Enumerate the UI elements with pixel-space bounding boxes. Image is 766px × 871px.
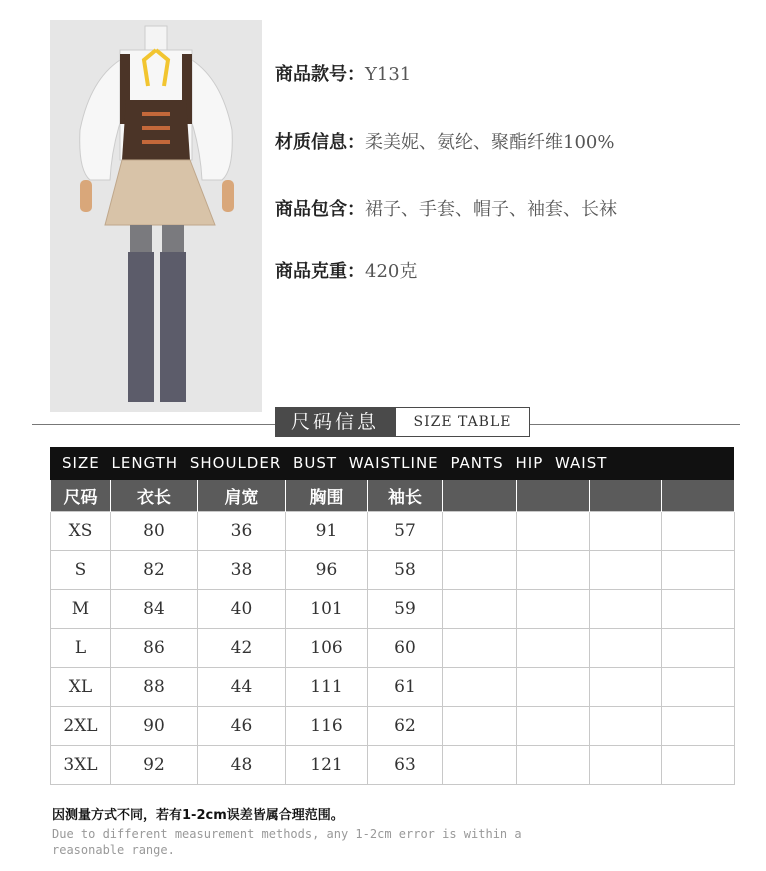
product-photo [50,20,262,412]
info-material-label: 材质信息： [275,132,365,153]
info-includes-row [275,195,617,221]
table-cell [517,746,590,785]
table-cell: L [51,629,111,668]
table-cell: XL [51,668,111,707]
en-header-size: SIZE [62,454,100,472]
table-cell: 86 [111,629,198,668]
table-cell [662,668,735,707]
table-cell: 106 [286,629,368,668]
table-cell: 38 [198,551,286,590]
table-cell [590,551,662,590]
table-row [51,707,735,746]
size-table-grid [50,480,735,785]
table-cell: 62 [368,707,443,746]
info-includes-label: 商品包含： [275,199,365,220]
table-cell [517,629,590,668]
en-header-waist: WAIST [555,454,608,472]
table-cell [443,629,517,668]
header-cell [662,480,735,512]
info-material-value: 柔美妮、氨纶、聚酯纤维100% [365,132,615,153]
table-cell: 2XL [51,707,111,746]
table-cell [443,707,517,746]
table-cell [662,590,735,629]
table-cell: 82 [111,551,198,590]
table-cell [517,512,590,551]
info-code-value: Y131 [365,64,412,85]
table-cell: 101 [286,590,368,629]
table-cell: M [51,590,111,629]
table-cell [662,629,735,668]
header-cell: 胸围 [286,480,368,512]
table-cell: S [51,551,111,590]
table-cell: 91 [286,512,368,551]
table-cell [590,512,662,551]
size-table-english-header [50,447,734,480]
costume-illustration [50,20,262,412]
table-cell: 111 [286,668,368,707]
en-header-shoulder: SHOULDER [189,454,282,472]
table-cell [443,668,517,707]
table-cell [443,746,517,785]
table-cell: 116 [286,707,368,746]
table-cell: 42 [198,629,286,668]
table-cell: 3XL [51,746,111,785]
table-cell: 80 [111,512,198,551]
table-row [51,746,735,785]
info-includes-value: 裙子、手套、帽子、袖套、长袜 [365,199,617,220]
table-cell: 96 [286,551,368,590]
table-cell: 48 [198,746,286,785]
table-cell: 36 [198,512,286,551]
table-cell: 59 [368,590,443,629]
header-cell: 肩宽 [198,480,286,512]
measurement-note-cn: 因测量方式不同，若有1-2cm误差皆属合理范围。 [52,808,344,823]
header-cell [443,480,517,512]
table-cell [517,707,590,746]
table-cell [590,590,662,629]
table-row [51,668,735,707]
table-cell [590,746,662,785]
table-cell: 63 [368,746,443,785]
size-title-cn: 尺码信息 [275,407,395,437]
size-table [50,447,734,785]
table-cell [443,512,517,551]
table-cell [443,590,517,629]
table-cell: 46 [198,707,286,746]
table-cell [662,551,735,590]
header-cell: 尺码 [51,480,111,512]
header-cell: 衣长 [111,480,198,512]
table-cell: 40 [198,590,286,629]
en-header-bust: BUST [293,454,338,472]
table-cell: 58 [368,551,443,590]
table-cell: 57 [368,512,443,551]
info-weight-row [275,257,417,283]
info-weight-label: 商品克重： [275,261,365,282]
table-cell: 90 [111,707,198,746]
en-header-length: LENGTH [111,454,179,472]
table-cell: 92 [111,746,198,785]
table-cell: XS [51,512,111,551]
table-cell: 88 [111,668,198,707]
table-cell [517,668,590,707]
table-row [51,512,735,551]
size-table-header-row [51,480,735,512]
en-header-pants: PANTS [450,454,504,472]
table-cell [662,746,735,785]
table-cell: 121 [286,746,368,785]
table-cell [662,707,735,746]
table-cell: 60 [368,629,443,668]
table-cell [517,551,590,590]
table-cell [590,629,662,668]
en-header-hip: HIP [515,454,544,472]
table-row [51,629,735,668]
info-code-label: 商品款号： [275,64,365,85]
info-weight-value: 420克 [365,261,418,282]
table-cell: 84 [111,590,198,629]
table-cell [517,590,590,629]
info-code-row [275,60,411,86]
header-cell: 袖长 [368,480,443,512]
table-cell [590,707,662,746]
header-cell [517,480,590,512]
measurement-note-en: Due to different measurement methods, any 1-2cm error is within a reasonable range. [52,827,522,857]
table-cell [443,551,517,590]
size-title-en: SIZE TABLE [395,407,530,437]
header-cell [590,480,662,512]
en-header-waistline: WAISTLINE [348,454,439,472]
info-material-row [275,128,614,154]
table-cell [662,512,735,551]
table-cell [590,668,662,707]
table-cell: 44 [198,668,286,707]
table-row [51,590,735,629]
table-row [51,551,735,590]
table-cell: 61 [368,668,443,707]
